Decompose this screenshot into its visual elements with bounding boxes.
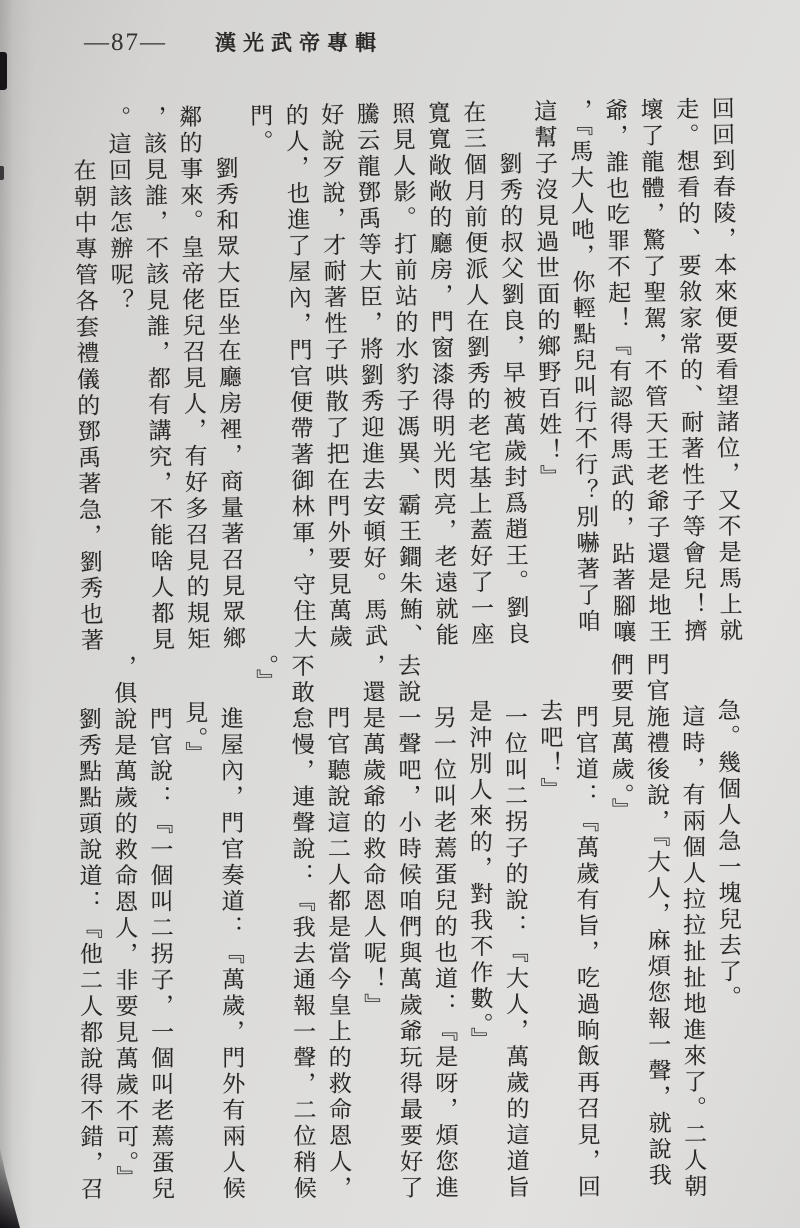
text-column: 去吧！』 — [536, 698, 563, 804]
text-column: 見。』 — [181, 700, 207, 768]
text-column: 急。幾個人急一塊兒去了。 — [714, 698, 741, 1012]
text-column: 回回到春陵，本來便要看望諸位，又不是馬上就 — [708, 96, 742, 645]
text-column: 。這回該怎辦呢？ — [104, 105, 133, 315]
page-gutter-shadow — [0, 0, 34, 1228]
text-column: 劉秀和眾大臣坐在廳房裡，商量著召見眾鄉 — [211, 155, 245, 653]
text-column: 爺，誰也吃罪不起！『有認得馬武的，跕著腳嚷 — [601, 97, 636, 647]
text-column: 寬寬敞敞的廳房，門窗漆得明光閃亮，老遠就能 — [424, 100, 458, 649]
text-column: 。』 — [252, 654, 278, 695]
text-column: 鄰的事來。皇帝佬兒召見人，有好多召見的規矩 — [175, 104, 210, 653]
text-column: 這時，有兩個人拉拉扯扯地進來了。二人朝 — [678, 704, 706, 1201]
text-column: 門官施禮後說，『大人，麻煩您報一聲，就說我 — [643, 652, 671, 1190]
text-column: ，『馬大人吔，你輕點兒叫行不行？別嚇著了咱 — [566, 98, 600, 636]
text-column: 的人，也進了屋內，門官便帶著御林軍，守住大 — [282, 102, 316, 652]
top-text-block — [64, 96, 747, 659]
text-column: 好說歹說，才耐著性子哄散了把在門外要見萬歲 — [317, 102, 352, 651]
text-column: 走。想看的、要敘家常的、耐著性子等會兒！擠 — [672, 96, 707, 646]
page-number: —87— — [84, 29, 167, 56]
text-column: ，俱說是萬歲的救命恩人，非要見萬歲不可。』 — [110, 654, 138, 1192]
page-header — [84, 27, 383, 57]
text-column: 另一位叫老蔫蛋兒的也道：『是呀，煩您進 — [430, 705, 458, 1202]
scan-edge-mark — [0, 52, 7, 90]
text-column: 門官聽說這二人都是當今皇上的救命恩人， — [323, 705, 351, 1202]
book-title: 漢光武帝專輯 — [215, 31, 383, 55]
text-column: 去說一聲吧，小時候咱們與萬歲爺玩得最要好了 — [394, 653, 422, 1202]
bottom-text-block — [70, 652, 747, 1215]
text-column: 門官說：『一個叫二拐子，一個叫老蔫蛋兒 — [146, 706, 174, 1203]
text-column: 在三個月前便派人在劉秀的老宅基上蓋好了一座 — [459, 99, 494, 649]
text-column: 這幫子沒見過世面的鄉野百姓！』 — [530, 98, 562, 491]
text-column: 劉秀的叔父劉良，早被萬歲封爲趙王。劉良 — [495, 151, 529, 648]
text-column: 劉秀點點頭說道：『他二人都說得不錯，召 — [75, 706, 103, 1203]
text-column: 不敢怠慢，連聲說：『我去通報一聲，二位稍候 — [288, 653, 316, 1203]
text-column: 是沖別人來的，對我不作數。』 — [465, 699, 493, 1054]
text-column: 照見人影。打前站的水豹子馮異、霸王鐧朱鮪、 — [388, 101, 423, 650]
text-column: 門。 — [246, 103, 273, 156]
scan-edge-mark — [0, 166, 4, 180]
text-column: 一位叫二拐子的說：『大人，萬歲的這道旨 — [501, 704, 529, 1201]
text-column: 騰云龍鄧禹等大臣，將劉秀迎進去安頓好。馬武 — [353, 101, 387, 651]
text-column: 壞了龍體，驚了聖駕，不管天王老爺子還是地王 — [637, 97, 671, 646]
text-column: 們要見萬歲。』 — [607, 652, 634, 824]
text-column: ，該見誰，不該見誰，都有講究，不能啥人都見 — [140, 105, 174, 654]
text-column: ，還是萬歲爺的救命恩人呢！』 — [359, 653, 386, 1020]
text-column: 門官道：『萬歲有旨，吃過晌飯再召見，回 — [572, 704, 600, 1201]
text-column: 進屋內，門官奏道：『萬歲，門外有兩人候 — [217, 706, 245, 1203]
text-column: 在朝中專管各套禮儀的鄧禹著急，劉秀也著 — [69, 158, 103, 655]
